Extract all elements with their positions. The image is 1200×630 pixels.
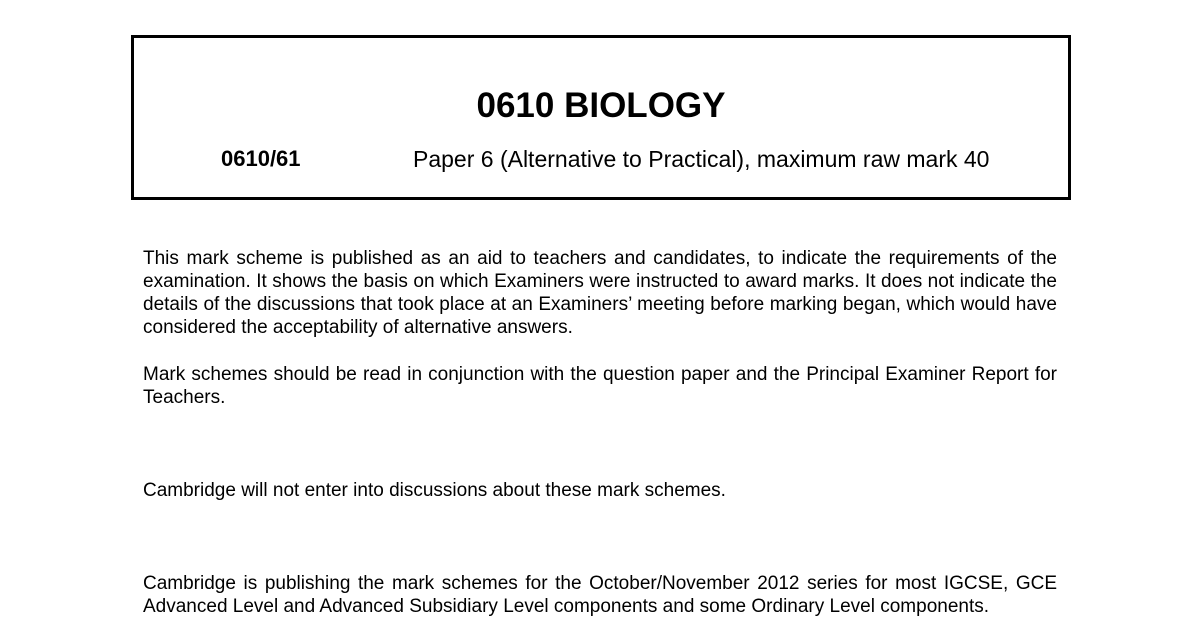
paper-description: Paper 6 (Alternative to Practical), maximum raw mark 40 xyxy=(413,146,990,172)
header-box xyxy=(131,35,1071,200)
paragraph-publishing: Cambridge is publishing the mark schemes for the October/November 2012 series for most IGCSE, GCE Advanced Level and Advanced Subsidiary Level components and some Ordinary Level components. xyxy=(143,573,1057,617)
body-text xyxy=(143,247,1057,618)
paragraph-purpose: This mark scheme is published as an aid to teachers and candidates, to indicate the requirements of the examination. It shows the basis on which Examiners were instructed to award marks. It does not indicate the details of the discussions that took place at an Examiners’ meeting before marking began, which would have considered the acceptability of alternative answers. xyxy=(143,248,1057,338)
paragraph-no-discussion: Cambridge will not enter into discussions about these mark schemes. xyxy=(143,480,726,501)
paragraph-conjunction: Mark schemes should be read in conjunction with the question paper and the Principal Examiner Report for Teachers. xyxy=(143,364,1057,408)
document-title: 0610 BIOLOGY xyxy=(476,86,726,125)
paper-code: 0610/61 xyxy=(221,146,301,171)
